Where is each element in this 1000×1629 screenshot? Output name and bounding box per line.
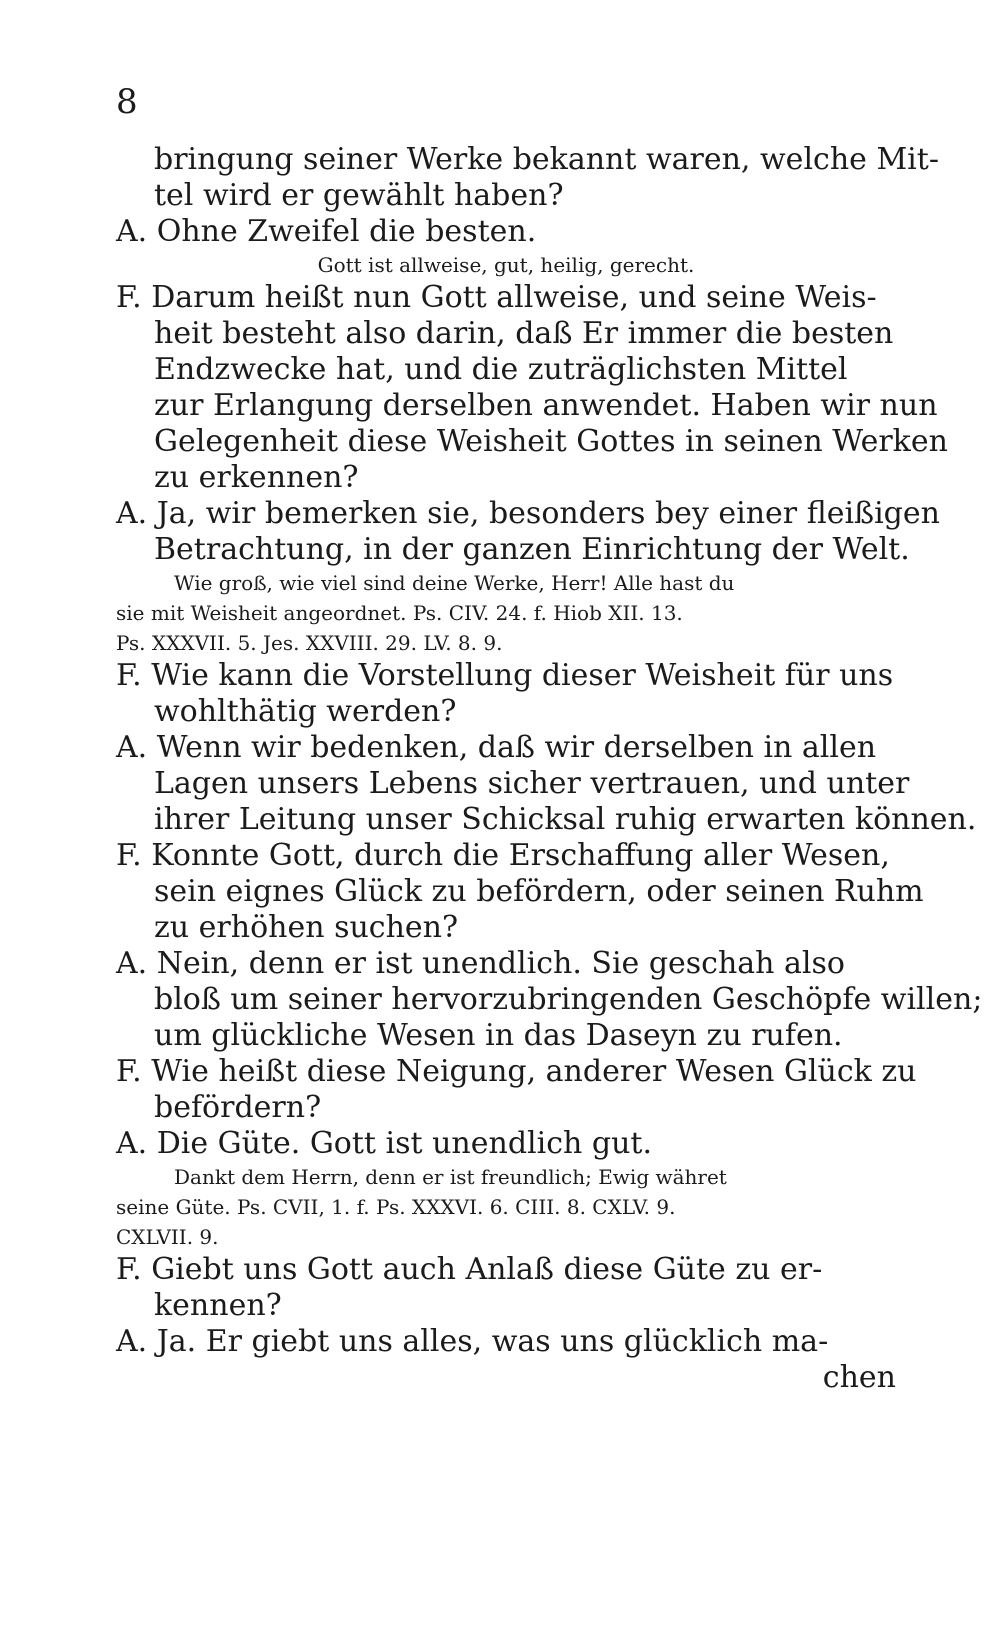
text-line: heit besteht also darin, daß Er immer die besten [154,316,894,351]
text-line: tel wird er gewählt haben? [154,178,564,213]
catchword-line: chen [822,1360,896,1395]
text-line: kennen? [154,1288,282,1323]
text-line: zur Erlangung derselben anwendet. Haben wir nun [154,388,938,423]
text-line: zu erkennen? [154,460,359,495]
text-line: A. Die Güte. Gott ist unendlich gut. [116,1126,652,1161]
text-line: F. Giebt uns Gott auch Anlaß diese Güte zu er- [116,1252,823,1287]
text-line: F. Wie kann die Vorstellung dieser Weisheit für uns [116,658,894,693]
page-text [116,142,983,1396]
text-line: Betrachtung, in der ganzen Einrichtung der Welt. [154,532,910,567]
text-line: ihrer Leitung unser Schicksal ruhig erwarten können. [154,802,977,837]
section-heading: Gott ist allweise, gut, heilig, gerecht. [317,253,695,277]
scripture-note-line: seine Güte. Ps. CVII, 1. f. Ps. XXXVI. 6. CIII. 8. CXLV. 9. [116,1195,676,1219]
page-number: 8 [116,82,138,122]
text-line: bloß um seiner hervorzubringenden Geschöpfe willen; [154,982,983,1017]
text-line: Gelegenheit diese Weisheit Gottes in seinen Werken [154,424,948,459]
text-line: A. Ja. Er giebt uns alles, was uns glücklich ma- [116,1324,829,1359]
text-line: sein eignes Glück zu befördern, oder seinen Ruhm [154,874,924,909]
text-line: Endzwecke hat, und die zuträglichsten Mittel [154,352,848,387]
scripture-note-line: Ps. XXXVII. 5. Jes. XXVIII. 29. LV. 8. 9. [116,631,503,655]
text-line: F. Darum heißt nun Gott allweise, und seine Weis- [116,280,877,315]
text-line: um glückliche Wesen in das Daseyn zu rufen. [154,1018,843,1053]
text-line: befördern? [154,1090,322,1125]
text-line: wohlthätig werden? [154,694,457,729]
scripture-note-line: Dankt dem Herrn, denn er ist freundlich; Ewig währet [174,1165,727,1189]
text-line: F. Wie heißt diese Neigung, anderer Wesen Glück zu [116,1054,917,1089]
text-line: F. Konnte Gott, durch die Erschaffung aller Wesen, [116,838,890,873]
text-line: A. Ja, wir bemerken sie, besonders bey einer fleißigen [116,496,940,531]
text-line: Lagen unsers Lebens sicher vertrauen, und unter [154,766,910,801]
text-line: A. Nein, denn er ist unendlich. Sie geschah also [116,946,845,981]
text-line: bringung seiner Werke bekannt waren, welche Mit- [154,142,939,177]
scripture-note-line: sie mit Weisheit angeordnet. Ps. CIV. 24. f. Hiob XII. 13. [116,601,683,625]
text-line: A. Wenn wir bedenken, daß wir derselben in allen [116,730,877,765]
text-line: A. Ohne Zweifel die besten. [116,214,537,249]
text-line: zu erhöhen suchen? [154,910,459,945]
scripture-note-line: Wie groß, wie viel sind deine Werke, Herr! Alle hast du [174,571,735,595]
scripture-note-line: CXLVII. 9. [116,1225,219,1249]
